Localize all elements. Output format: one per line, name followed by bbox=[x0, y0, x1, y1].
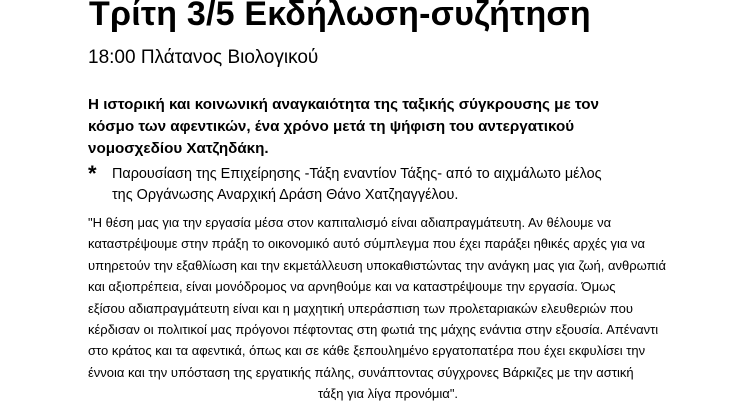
presentation-line: της Οργάνωσης Αναρχική Δράση Θάνο Χατζηαγγέλου. bbox=[112, 187, 459, 203]
presentation-item bbox=[88, 161, 688, 206]
quote-line: "Η θέση μας για την εργασία μέσα στον καπιταλισμό είναι αδιαπραγμάτευτη. Αν θέλουμε να bbox=[88, 215, 612, 230]
quote-line: τάξη για λίγα προνόμια". bbox=[317, 386, 459, 402]
topic-line: νομοσχεδίου Χατζηδάκη. bbox=[88, 140, 269, 157]
event-time-place: 18:00 Πλάτανος Βιολογικού bbox=[88, 47, 319, 68]
presentation-line: Παρουσίαση της Επιχείρησης -Τάξη εναντίον Τάξης- από το αιχμάλωτο μέλος bbox=[112, 166, 602, 182]
event-title: Τρίτη 3/5 Εκδήλωση-συζήτηση bbox=[89, 0, 591, 33]
topic-line: Η ιστορική και κοινωνική αναγκαιότητα της ταξικής σύγκρουσης με τον bbox=[88, 96, 599, 113]
quote-line: κέρδισαν οι πολιτικοί μας πρόγονοι πέφτοντας στη φωτιά της μάχης ενάντια στην εξουσία. Απέναντι bbox=[88, 322, 659, 338]
asterisk-bullet-icon: * bbox=[88, 161, 97, 186]
topic-line: κόσμο των αφεντικών, ένα χρόνο μετά τη ψήφιση του αντεργατικού bbox=[88, 118, 575, 135]
quote-line: εξίσου αδιαπραγμάτευτη είναι και η μαχητική υπεράσπιση των προλεταριακών ελευθεριών που bbox=[88, 300, 634, 316]
quote-line: στο κράτος και τα αφεντικά, όπως και σε κάθε ξεπουλημένο εργατοπατέρα που έχει εκφυλίσει την bbox=[88, 343, 646, 359]
quote-block bbox=[88, 212, 688, 405]
quote-line: υπηρετούν την εξαθλίωση και την εκμετάλλευση υποκαθιστώντας την ανάγκη μας για ζωή, ανθρωπιά bbox=[88, 257, 666, 273]
quote-line: και αξιοπρέπεια, είναι μονόδρομος να αρνηθούμε και να καταστρέψουμε την εργασία. Όμως bbox=[88, 279, 616, 295]
quote-line: έννοια και την υπόσταση της εργατικής πάλης, συνάπτοντας σύγχρονες Βάρκιζες με την αστική bbox=[88, 364, 634, 380]
quote-line: καταστρέψουμε στην πράξη το οικονομικό αυτό σύμπλεγμα που έχει παράξει ηθικές αρχές για να bbox=[88, 236, 646, 252]
event-topic bbox=[88, 94, 668, 160]
